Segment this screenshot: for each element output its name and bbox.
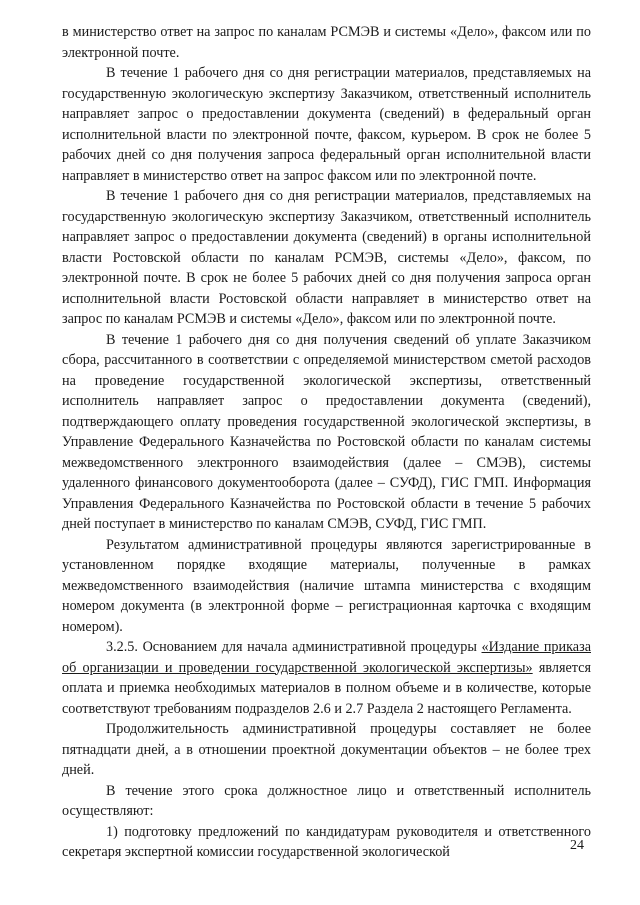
paragraph: 1) подготовку предложений по кандидатурам руководителя и ответственного секретаря экспертной комиссии государственной экологической	[62, 823, 591, 860]
page-number: 24	[570, 838, 584, 853]
paragraph-text: 3.2.5. Основанием для начала административной процедуры	[106, 639, 482, 655]
paragraph: В течение 1 рабочего дня со дня регистрации материалов, представляемых на государственную экологическую экспертизу Заказчиком, ответственный исполнитель направляет запрос о предоставлении документа (сведений) в органы исполнительной власти Ростовской области по каналам РСМЭВ, системы «Дело», факсом, по электронной почте. В срок не более 5 рабочих дней со дня получения запроса орган исполнительной власти Ростовской области направляет в министерство ответ на запрос по каналам РСМЭВ и системы «Дело», факсом или по электронной почте.	[62, 188, 591, 327]
paragraph: В течение этого срока должностное лицо и ответственный исполнитель осуществляют:	[62, 782, 591, 819]
paragraph-text: является оплата и приемка необходимых материалов в полном объеме и в количестве, которые соответствуют требованиям подразделов 2.6 и 2.7 Раздела 2 настоящего Регламента.	[62, 659, 591, 717]
paragraph: Результатом административной процедуры являются зарегистрированные в установленном порядке входящие материалы, полученные в рамках межведомственного взаимодействия (наличие штампа министерства с входящим номером документа (в электронной форме – регистрационная карточка с входящим номером).	[62, 536, 591, 635]
paragraph-procedure-basis	[62, 637, 591, 719]
document-page	[62, 22, 591, 863]
paragraph: в министерство ответ на запрос по каналам РСМЭВ и системы «Дело», факсом или по электронной почте.	[62, 24, 591, 61]
procedure-title-link[interactable]: «Издание приказа об организации и проведении государственной экологической экспертизы»	[62, 639, 591, 676]
paragraph: Продолжительность административной процедуры составляет не более пятнадцати дней, а в отношении проектной документации объектов – не более трех дней.	[62, 721, 591, 778]
paragraph: В течение 1 рабочего дня со дня регистрации материалов, представляемых на государственную экологическую экспертизу Заказчиком, ответственный исполнитель направляет запрос о предоставлении документа (сведений) в федеральный орган исполнительной власти по электронной почте, факсом, курьером. В срок не более 5 рабочих дней со дня получения запроса федеральный орган исполнительной власти направляет в министерство ответ на запрос факсом или по электронной почте.	[62, 65, 591, 184]
paragraph: В течение 1 рабочего дня со дня получения сведений об уплате Заказчиком сбора, рассчитанного в соответствии с определяемой министерством сметой расходов на проведение государственной экологической экспертизы, ответственный исполнитель направляет запрос о предоставлении документа (сведений), подтверждающего оплату проведения государственной экологической экспертизы, в Управление Федерального Казначейства по Ростовской области по каналам системы межведомственного электронного взаимодействия (далее – СМЭВ), системы удаленного финансового документооборота (далее – СУФД), ГИС ГМП. Информация Управления Федерального Казначейства по Ростовской области в течение 5 рабочих дней поступает в министерство по каналам СМЭВ, СУФД, ГИС ГМП.	[62, 331, 591, 532]
